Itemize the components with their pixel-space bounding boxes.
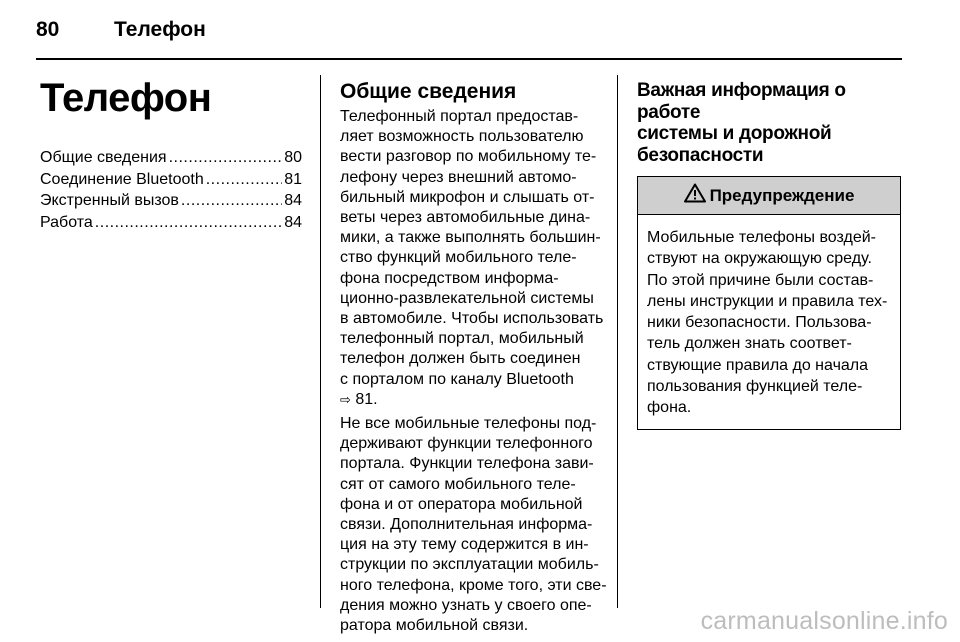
toc-label: Экстренный вызов [40, 192, 179, 209]
chapter-column [40, 76, 302, 233]
column-divider [617, 75, 618, 608]
toc-page: 84 [284, 213, 302, 231]
warning-header [638, 177, 900, 215]
warning-triangle-icon [684, 183, 706, 208]
chapter-title: Телефон [40, 76, 212, 120]
toc-label: Общие сведения [40, 149, 167, 166]
toc-item[interactable] [40, 169, 302, 191]
toc-item[interactable] [40, 147, 302, 169]
toc-page: 81 [284, 170, 302, 188]
toc-item[interactable] [40, 212, 302, 234]
section-title-safety: Важная информация о работе системы и дорожной безопасности [637, 80, 846, 166]
toc-label: Работа [40, 213, 93, 231]
running-title: Телефон [114, 18, 206, 41]
safety-column [637, 80, 901, 430]
watermark: carmanualsonline.info [700, 607, 948, 635]
toc-leader-dots [206, 169, 282, 191]
paragraph-text: Телефонный портал предостав- ляет возможность пользователю вести разговор по мобильному те- лефону через внешний автомо- бильный микрофон и слышать от- веты через автомобильные дина- мики, а также выполнять большин- ство функций мобильного теле- фона посредством информа- ционно-развлекательной системы в автомобиле. Чтобы использовать телефонный портал, мобильный телефон должен быть соединен с порталом по каналу Bluetooth [340, 108, 604, 388]
toc-page: 80 [284, 149, 302, 166]
toc-leader-dots [95, 212, 282, 234]
page-reference-arrow-icon: ⇨ [340, 391, 351, 407]
page-number: 80 [36, 18, 60, 41]
warning-text: Мобильные телефоны воздей- ствуют на окружающую среду. По этой причине были состав- лены инструкции и правила тех- ники безопасности. Пользова- тель должен знать соответ- ствующие правила до начала пользования функцией теле- фона. [647, 229, 888, 417]
section-title-general: Общие сведения [340, 80, 517, 103]
toc-leader-dots [169, 147, 283, 169]
header-rule [36, 58, 902, 60]
body-paragraph [340, 107, 608, 410]
column-divider [320, 75, 321, 608]
body-paragraph: Не все мобильные телефоны под- держивают функции телефонного портала. Функции телефона зави- сят от самого мобильного теле- фона и от оператора мобильной связи. Дополнительная информа- ция на эту тему содержится в ин- струкции по эксплуатации мобиль- ного телефона, кроме того, эти све- дения можно узнать у своего опе- ратора мобильной связи. [340, 415, 607, 635]
toc-label: Соединение Bluetooth [40, 170, 204, 188]
reference-page[interactable]: 81. [355, 390, 378, 408]
warning-label: Предупреждение [709, 185, 855, 205]
toc-item[interactable] [40, 190, 302, 212]
general-info-column [340, 80, 608, 640]
toc-leader-dots [181, 190, 282, 212]
table-of-contents [40, 147, 302, 233]
toc-page: 84 [284, 192, 302, 209]
warning-box [637, 176, 901, 430]
